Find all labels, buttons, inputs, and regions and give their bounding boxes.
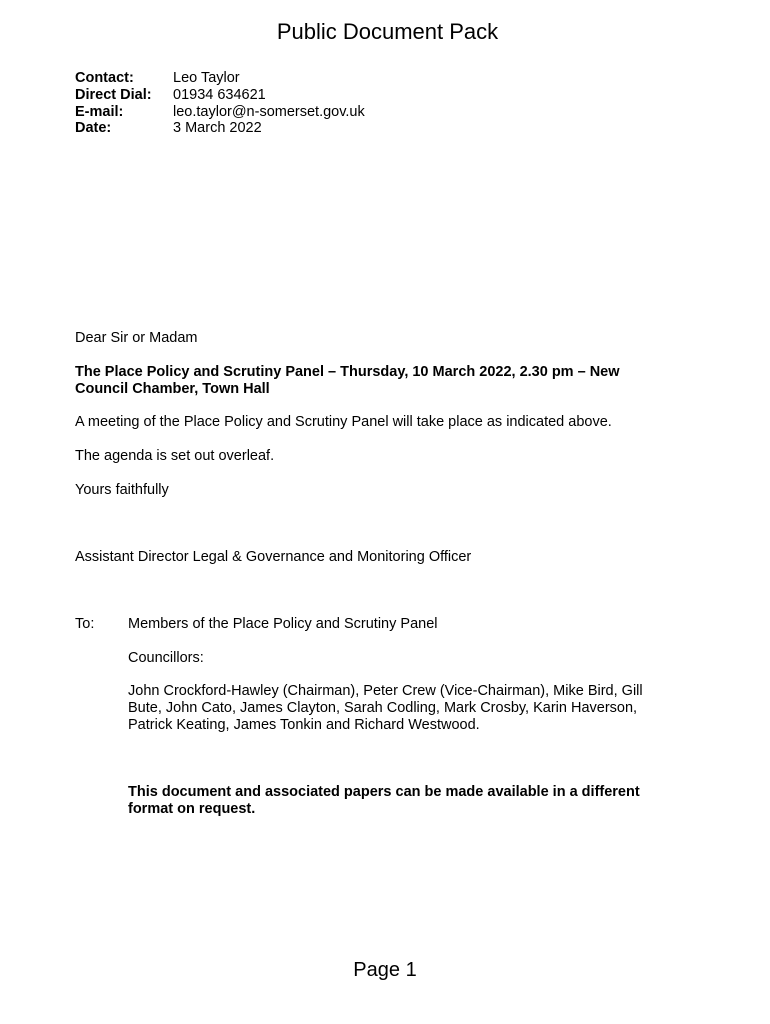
date-label: Date: (75, 120, 112, 137)
to-label: To: (75, 616, 95, 632)
document-title: Public Document Pack (276, 19, 499, 44)
email-row (75, 104, 365, 121)
direct-dial-row (75, 87, 365, 104)
recipients: Members of the Place Policy and Scrutiny Panel (128, 616, 438, 632)
date-row (75, 120, 365, 137)
closing: Yours faithfully (75, 482, 169, 498)
date-value: 3 March 2022 (173, 120, 262, 137)
signatory: Assistant Director Legal & Governance and Monitoring Officer (75, 549, 472, 565)
councillors-line-3: Patrick Keating, James Tonkin and Richard Westwood. (128, 717, 480, 733)
page-number: Page 1 (353, 959, 417, 981)
councillors-line-2: Bute, John Cato, James Clayton, Sarah Codling, Mark Crosby, Karin Haverson, (128, 700, 638, 716)
direct-dial-label: Direct Dial: (75, 86, 152, 103)
contact-details (75, 70, 365, 137)
accessibility-note-line-2: format on request. (128, 801, 256, 817)
councillors-label: Councillors: (128, 650, 204, 666)
subject-line-2: Council Chamber, Town Hall (75, 381, 270, 397)
contact-name: Leo Taylor (173, 70, 240, 86)
subject-line-1: The Place Policy and Scrutiny Panel – Thursday, 10 March 2022, 2.30 pm – New (75, 364, 620, 380)
email-label: E-mail: (75, 103, 124, 120)
contact-row (75, 70, 365, 87)
meeting-paragraph: A meeting of the Place Policy and Scrutiny Panel will take place as indicated above. (75, 414, 612, 430)
agenda-paragraph: The agenda is set out overleaf. (75, 448, 275, 464)
accessibility-note-line-1: This document and associated papers can be made available in a different (128, 784, 640, 800)
email-value: leo.taylor@n-somerset.gov.uk (173, 103, 365, 120)
salutation: Dear Sir or Madam (75, 330, 198, 346)
direct-dial-value: 01934 634621 (173, 86, 266, 103)
councillors-line-1: John Crockford-Hawley (Chairman), Peter Crew (Vice-Chairman), Mike Bird, Gill (128, 683, 643, 699)
contact-label: Contact: (75, 70, 134, 86)
